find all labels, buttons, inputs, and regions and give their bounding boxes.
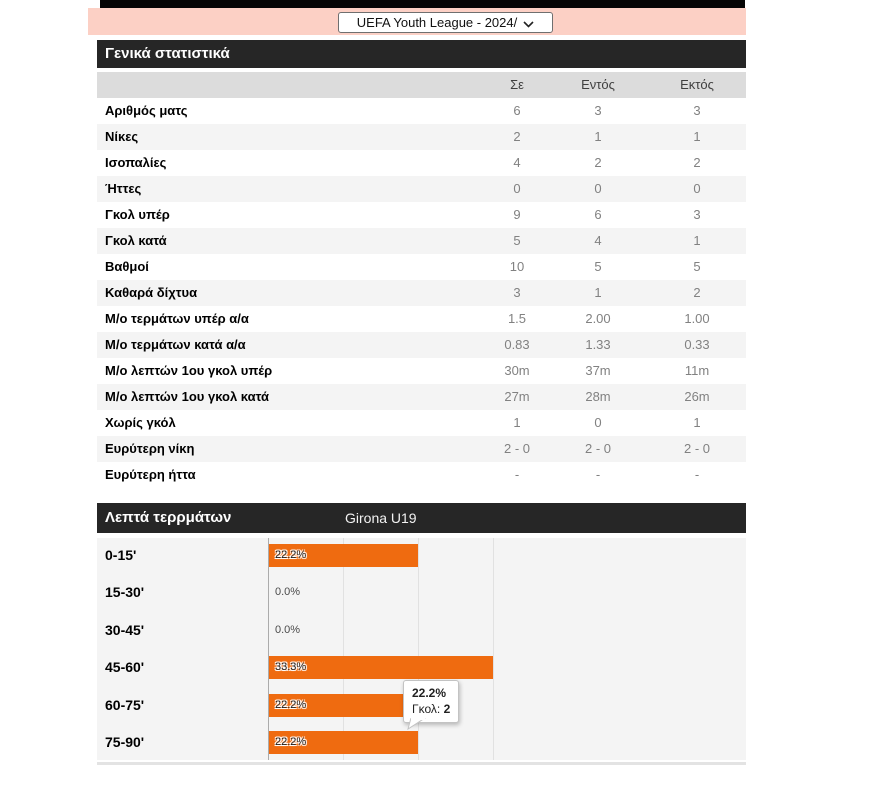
value-home: 2 [594,155,602,170]
value-total: 1 [513,415,521,430]
value-home: 1 [594,285,602,300]
table-row [97,280,746,306]
table-row [97,410,746,436]
bar-value-label: 22.2% [275,549,307,561]
chart-category-label: 15-30' [105,584,145,600]
table-row [97,124,746,150]
value-home: 1.33 [585,337,611,352]
chart-title: Λεπτά τερρμάτων [105,509,232,526]
value-away: 11m [684,363,710,378]
chevron-down-icon [523,16,534,31]
table-row [97,176,746,202]
table-row [97,150,746,176]
top-black-strip [100,0,745,8]
value-away: 3 [693,103,701,118]
chart-bar-0-15[interactable] [269,544,418,567]
row-label: Ισοπαλίες [105,155,167,170]
stats-section-title: Γενικά στατιστικά [105,45,230,62]
row-label: Νίκες [105,129,139,144]
value-away: - [694,467,700,482]
value-total: 0 [513,181,521,196]
table-row [97,202,746,228]
value-total: 3 [513,285,521,300]
value-total: 2 [513,129,521,144]
table-row [97,306,746,332]
bar-value-label: 33.3% [275,661,307,673]
value-total: 4 [513,155,521,170]
row-label: Ευρύτερη νίκη [105,441,195,456]
chart-category-label: 45-60' [105,659,145,675]
value-total: 9 [513,207,521,222]
league-select-value: UEFA Youth League - 2024/ [356,15,518,30]
row-label: Μ/ο τερμάτων κατά α/α [105,337,246,352]
stats-table-body [97,98,746,488]
table-row [97,462,746,488]
row-label: Ήττες [105,181,142,196]
chart-category-label: 75-90' [105,734,145,750]
league-select[interactable] [338,12,553,33]
value-away: 26m [684,389,710,404]
chart-category-label: 30-45' [105,622,145,638]
value-total: 0.83 [504,337,530,352]
value-home: 4 [594,233,602,248]
value-total: 1.5 [507,311,527,326]
value-away: 0.33 [684,337,710,352]
value-home: 0 [594,181,602,196]
value-total: - [514,467,520,482]
column-header-home: Εντός [581,77,615,92]
table-row [97,332,746,358]
stats-table-header-row [97,72,746,98]
value-home: 28m [585,389,611,404]
tooltip-percent: 22.2% [412,686,447,700]
column-header-away: Εκτός [680,77,714,92]
value-total: 30m [504,363,530,378]
bar-zero-label: 0.0% [275,624,301,636]
chart-team-name: Girona U19 [345,510,417,526]
row-label: Βαθμοί [105,259,149,274]
value-total: 2 - 0 [503,441,530,456]
value-away: 1.00 [684,311,710,326]
row-label: Γκολ υπέρ [105,207,170,222]
stats-section-header [97,40,746,68]
value-home: - [595,467,601,482]
value-away: 5 [693,259,701,274]
value-home: 1 [594,129,602,144]
value-home: 0 [594,415,602,430]
bar-value-label: 22.2% [275,699,307,711]
chart-category-label: 0-15' [105,547,137,563]
table-row [97,436,746,462]
bar-zero-label: 0.0% [275,586,301,598]
row-label: Καθαρά δίχτυα [105,285,198,300]
main-content [97,40,746,765]
value-total: 27m [504,389,530,404]
row-label: Μ/ο λεπτών 1ου γκολ υπέρ [105,363,273,378]
row-label: Χωρίς γκόλ [105,415,176,430]
value-home: 37m [585,363,611,378]
value-away: 0 [693,181,701,196]
value-away: 1 [693,415,701,430]
value-away: 2 [693,285,701,300]
row-label: Μ/ο τερμάτων υπέρ α/α [105,311,249,326]
chart-tooltip [403,680,459,723]
chart-category-label: 60-75' [105,697,145,713]
value-away: 2 [693,155,701,170]
gridline [343,538,344,760]
bar-value-label: 22.2% [275,736,307,748]
table-row [97,384,746,410]
column-header-total: Σε [510,77,524,92]
row-label: Αριθμός ματς [105,103,188,118]
value-total: 6 [513,103,521,118]
chart-bar-75-90[interactable] [269,731,418,754]
row-label: Ευρύτερη ήττα [105,467,196,482]
bottom-rule [97,762,746,765]
chart-section-header [97,503,746,533]
value-total: 5 [513,233,521,248]
row-label: Γκολ κατά [105,233,167,248]
chart-bar-45-60[interactable] [269,656,493,679]
table-row [97,228,746,254]
value-home: 2 - 0 [584,441,611,456]
gridline [493,538,494,760]
table-row [97,98,746,124]
chart-axis-line [268,538,269,760]
league-bar [88,8,746,35]
row-label: Μ/ο λεπτών 1ου γκολ κατά [105,389,270,404]
value-away: 1 [693,129,701,144]
value-away: 1 [693,233,701,248]
tooltip-tail [407,718,427,733]
value-home: 3 [594,103,602,118]
chart-bar-60-75[interactable] [269,694,418,717]
value-home: 2.00 [585,311,611,326]
value-away: 3 [693,207,701,222]
value-home: 6 [594,207,602,222]
value-home: 5 [594,259,602,274]
table-row [97,358,746,384]
table-row [97,254,746,280]
value-away: 2 - 0 [683,441,710,456]
goal-minutes-chart [97,538,746,760]
value-total: 10 [509,259,525,274]
tooltip-goals: Γκολ: 2 [412,702,451,716]
